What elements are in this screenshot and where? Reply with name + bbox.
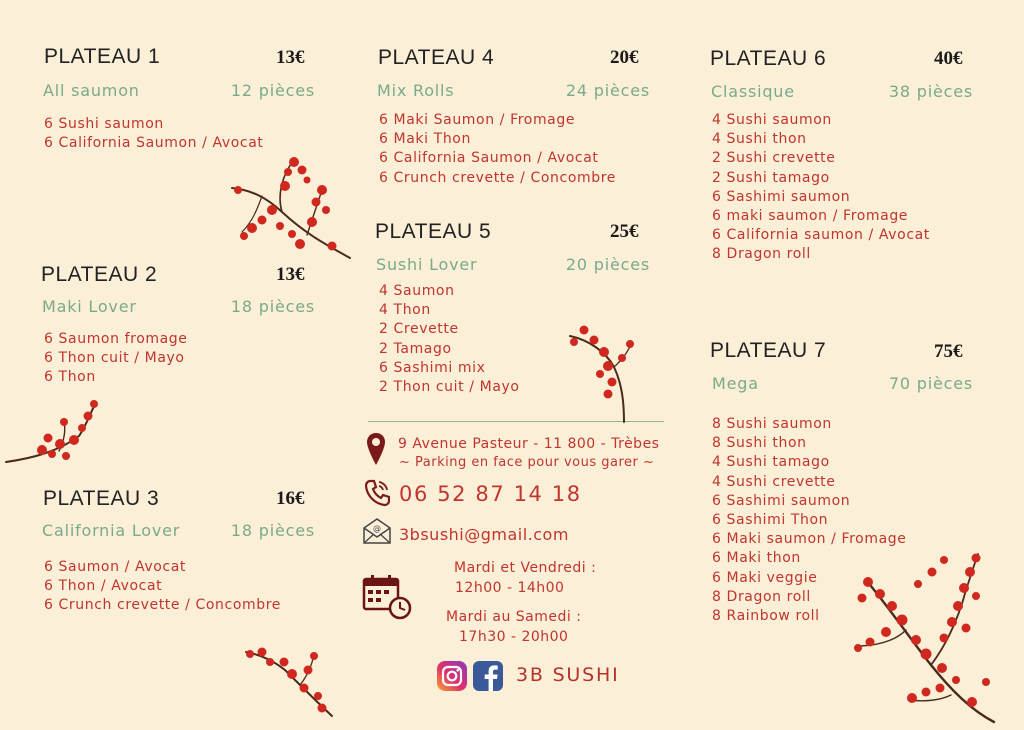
plateau-1-items: [44, 115, 264, 153]
plateau-4-subtitle: Mix Rolls: [377, 81, 455, 100]
plateau-6-price: 40€: [934, 48, 963, 69]
cherry-blossom-branch-4: [564, 322, 640, 424]
plateau-7-subtitle: Mega: [712, 374, 759, 393]
plateau-2-title: PLATEAU 2: [41, 263, 158, 286]
list-item: 6 Crunch crevette / Concombre: [379, 169, 616, 186]
list-item: 4 Thon: [379, 302, 431, 319]
list-item: 4 Sushi crevette: [712, 473, 836, 490]
list-item: 8 Dragon roll: [712, 246, 811, 263]
list-item: 8 Rainbow roll: [712, 608, 820, 625]
plateau-1-subtitle: All saumon: [43, 81, 140, 100]
plateau-1-pieces: 12 pièces: [230, 81, 315, 100]
list-item: 2 Tamago: [379, 340, 452, 357]
plateau-1-title: PLATEAU 1: [44, 45, 161, 68]
list-item: 6 Sashimi saumon: [712, 492, 851, 509]
hours-1-time: 12h00 - 14h00: [455, 580, 565, 596]
email-icon[interactable]: [362, 517, 392, 549]
location-pin-icon: [366, 432, 386, 470]
plateau-2-pieces: 18 pièces: [230, 297, 315, 316]
plateau-4-items: [379, 111, 616, 188]
cherry-blossom-branch-5: [846, 550, 998, 726]
plateau-6-items: [712, 111, 930, 265]
list-item: 2 Crevette: [379, 321, 459, 338]
list-item: 4 Sushi tamago: [712, 454, 830, 471]
cherry-blossom-branch-3: [240, 640, 336, 720]
svg-text:@: @: [373, 524, 381, 533]
list-item: 6 maki saumon / Fromage: [712, 208, 909, 225]
plateau-5-items: [379, 282, 520, 397]
plateau-2-price: 13€: [276, 264, 305, 285]
list-item: 8 Sushi thon: [712, 435, 807, 452]
plateau-7-price: 75€: [934, 341, 963, 362]
list-item: 6 Sushi saumon: [44, 116, 164, 132]
list-item: 2 Sushi tamago: [712, 169, 830, 186]
list-item: 6 Saumon fromage: [44, 331, 188, 347]
list-item: 6 Thon cuit / Mayo: [44, 350, 185, 367]
list-item: 4 Sushi thon: [712, 131, 807, 148]
plateau-7-pieces: 70 pièces: [888, 374, 973, 393]
plateau-3-items: [44, 558, 281, 616]
facebook-icon[interactable]: [472, 660, 504, 696]
hours-2-time: 17h30 - 20h00: [459, 629, 569, 645]
list-item: 6 California saumon / Avocat: [712, 227, 930, 244]
hours-1-days: Mardi et Vendredi :: [454, 560, 597, 576]
hours-2-days: Mardi au Samedi :: [446, 609, 582, 625]
plateau-2-items: [44, 330, 187, 388]
list-item: 6 Maki Thon: [379, 131, 471, 148]
plateau-4-price: 20€: [610, 47, 639, 68]
list-item: 6 Sashimi saumon: [712, 188, 851, 205]
list-item: 6 Maki saumon / Fromage: [712, 531, 907, 548]
list-item: 6 Thon / Avocat: [44, 578, 163, 595]
plateau-6-title: PLATEAU 6: [710, 47, 827, 70]
phone-number[interactable]: 06 52 87 14 18: [399, 482, 582, 506]
list-item: 4 Saumon: [379, 283, 455, 299]
list-item: 2 Thon cuit / Mayo: [379, 379, 520, 396]
plateau-5-subtitle: Sushi Lover: [376, 255, 478, 274]
social-handle[interactable]: 3B SUSHI: [516, 664, 620, 686]
list-item: 2 Sushi crevette: [712, 150, 836, 167]
calendar-clock-icon: [362, 573, 412, 625]
instagram-icon[interactable]: [436, 660, 468, 696]
plateau-1-price: 13€: [276, 47, 305, 68]
address: 9 Avenue Pasteur - 11 800 - Trèbes: [398, 436, 660, 452]
plateau-4-pieces: 24 pièces: [565, 81, 650, 100]
plateau-5-title: PLATEAU 5: [375, 220, 492, 243]
plateau-2-subtitle: Maki Lover: [42, 297, 137, 316]
list-item: 4 Sushi saumon: [712, 112, 832, 128]
list-item: 6 Maki veggie: [712, 569, 818, 586]
plateau-6-subtitle: Classique: [711, 82, 795, 101]
list-item: 8 Sushi saumon: [712, 416, 832, 432]
plateau-5-pieces: 20 pièces: [565, 255, 650, 274]
plateau-3-price: 16€: [276, 488, 305, 509]
list-item: 6 California Saumon / Avocat: [44, 135, 264, 152]
phone-icon[interactable]: [364, 479, 390, 511]
list-item: 6 California Saumon / Avocat: [379, 150, 599, 167]
parking-note: ~ Parking en face pour vous garer ~: [399, 455, 655, 470]
list-item: 6 Maki Saumon / Fromage: [379, 112, 576, 128]
list-item: 6 Saumon / Avocat: [44, 559, 186, 575]
plateau-3-title: PLATEAU 3: [43, 487, 160, 510]
plateau-3-subtitle: California Lover: [42, 521, 181, 540]
list-item: 8 Dragon roll: [712, 588, 811, 605]
email-address[interactable]: 3bsushi@gmail.com: [399, 525, 569, 544]
plateau-4-title: PLATEAU 4: [378, 46, 495, 69]
plateau-7-title: PLATEAU 7: [710, 339, 827, 362]
plateau-6-pieces: 38 pièces: [888, 82, 973, 101]
plateau-5-price: 25€: [610, 221, 639, 242]
cherry-blossom-branch-2: [4, 396, 104, 468]
cherry-blossom-branch-1: [222, 150, 352, 262]
list-item: 6 Sashimi Thon: [712, 512, 829, 529]
list-item: 6 Sashimi mix: [379, 359, 486, 376]
list-item: 6 Thon: [44, 369, 96, 386]
list-item: 6 Maki thon: [712, 550, 801, 567]
list-item: 6 Crunch crevette / Concombre: [44, 597, 281, 614]
plateau-3-pieces: 18 pièces: [230, 521, 315, 540]
